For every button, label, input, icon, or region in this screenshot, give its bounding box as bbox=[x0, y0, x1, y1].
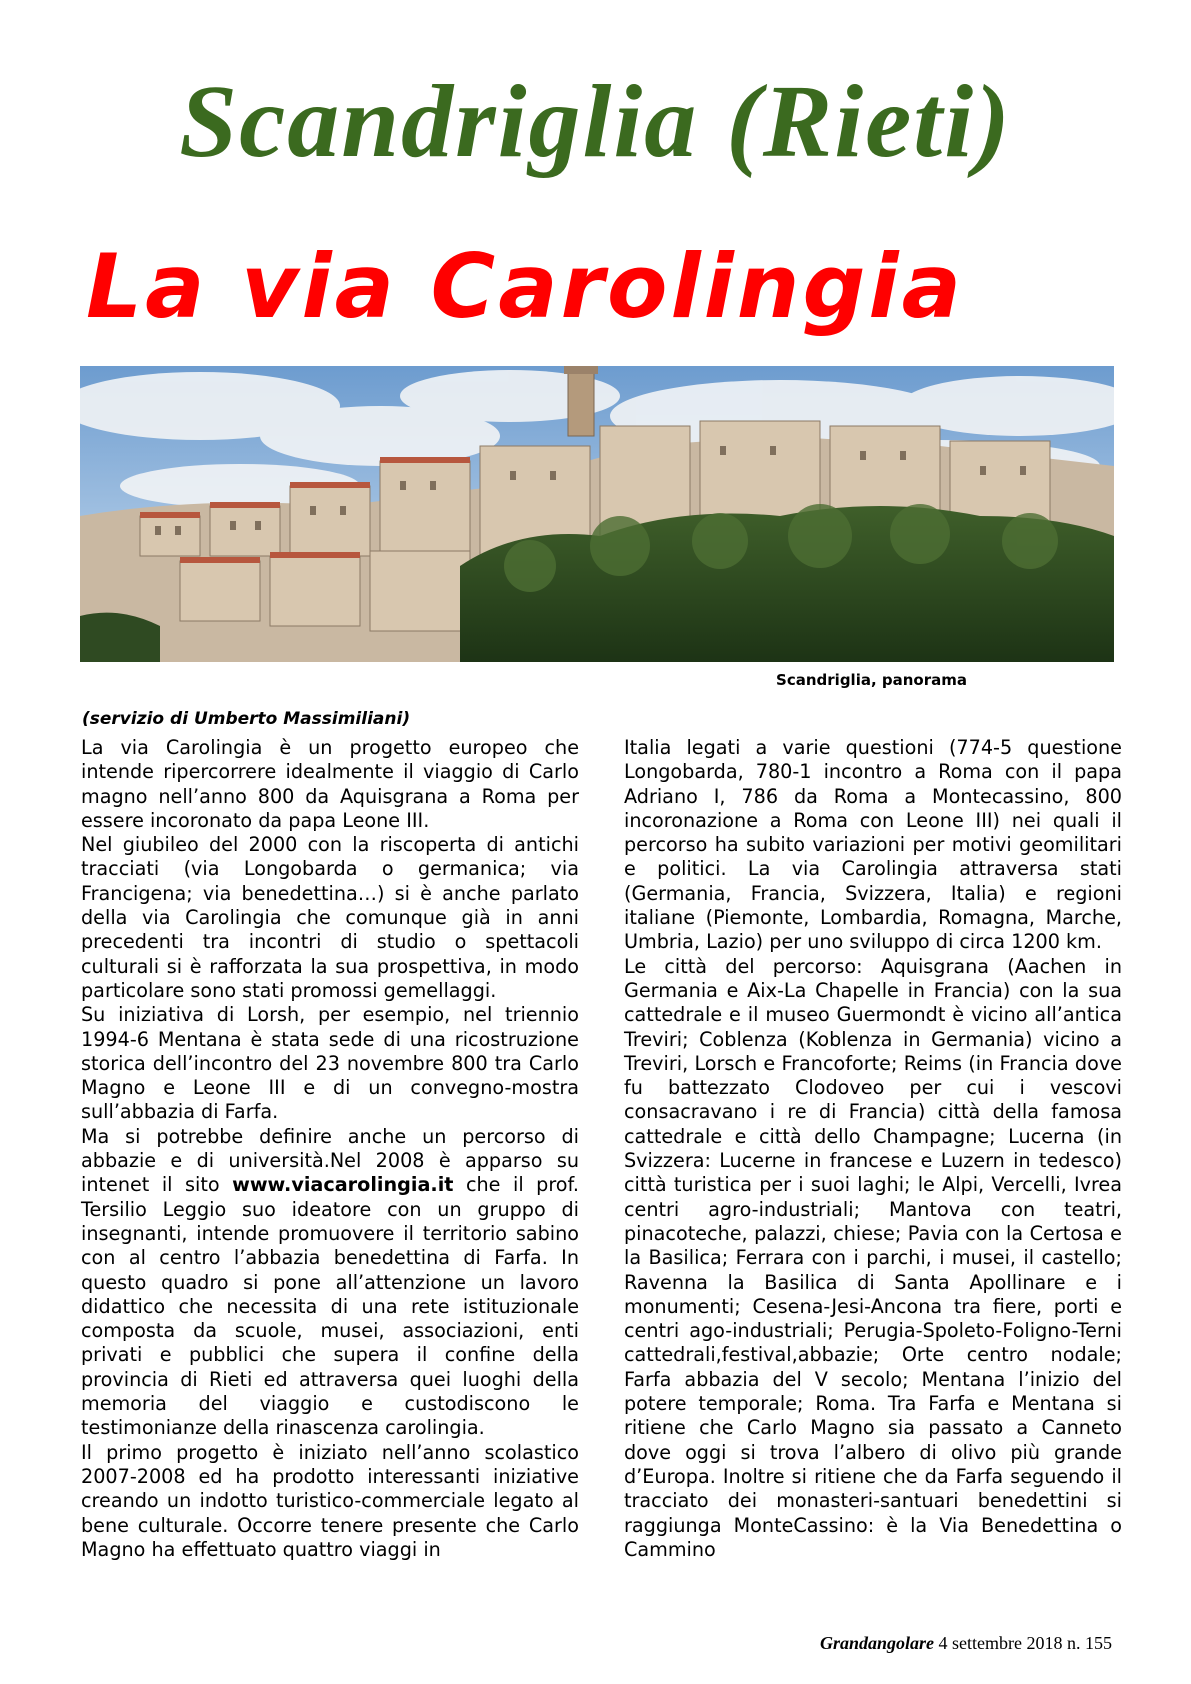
page-subtitle: La via Carolingia bbox=[86, 235, 964, 338]
website-link[interactable]: www.viacarolingia.it bbox=[232, 1173, 454, 1197]
paragraph bbox=[81, 1125, 579, 1441]
paragraph: Il primo progetto è iniziato nell’anno scolastico 2007-2008 ed ha prodotto interessanti iniziative creando un indotto turistico-commerciale legato al bene culturale. Occorre tenere presente che Carlo Magno ha effettuato quattro viaggi in bbox=[81, 1440, 579, 1561]
paragraph: Italia legati a varie questioni (774-5 questione Longobarda, 780-1 incontro a Roma con il papa Adriano I, 786 da Roma a Montecassino, 800 incoronazione a Roma con Leone III) nei quali il percorso ha subito variazioni per motivi geomilitari e politici. La via Carolingia attraversa stati (Germania, Francia, Svizzera, Italia) e regioni italiane (Piemonte, Lombardia, Romagna, Marche, Umbria, Lazio) per uno sviluppo di circa 1200 km. bbox=[624, 736, 1122, 954]
panorama-photo bbox=[80, 366, 1114, 662]
article-column-left bbox=[81, 736, 579, 1562]
paragraph-text: Ma si potrebbe definire anche un percorso di abbazie e di università.Nel 2008 è apparso su intenet il sito bbox=[81, 1124, 579, 1197]
issue-info: 4 settembre 2018 n. 155 bbox=[938, 1633, 1112, 1653]
byline: (servizio di Umberto Massimiliani) bbox=[82, 709, 411, 729]
photo-caption: Scandriglia, panorama bbox=[776, 671, 967, 689]
page-title: Scandriglia (Rieti) bbox=[179, 64, 1012, 179]
article-column-right bbox=[624, 736, 1122, 1562]
paragraph: Su iniziativa di Lorsh, per esempio, nel triennio 1994-6 Mentana è stata sede di una ricostruzione storica dell’incontro del 23 novembre 800 tra Carlo Magno e Leone III e di un convegno-mostra sull’abbazia di Farfa. bbox=[81, 1003, 579, 1124]
paragraph: Nel giubileo del 2000 con la riscoperta di antichi tracciati (via Longobarda o germanica; via Francigena; via benedettina…) si è anche parlato della via Carolingia che comunque già in anni precedenti tra incontri di studio o spettacoli culturali si è rafforzata la sua prospettiva, in modo particolare sono stati promossi gemellaggi. bbox=[81, 833, 579, 1002]
paragraph: Le città del percorso: Aquisgrana (Aachen in Germania e Aix-La Chapelle in Francia) con la sua cattedrale e il museo Guermondt è vicino all’antica Treviri; Coblenza (Koblenza in Germania) vicino a Treviri, Lorsch e Francoforte; Reims (in Francia dove fu battezzato Clodoveo per cui i vescovi consacravano i re di Francia) città della famosa cattedrale e città dello Champagne; Lucerna (in Svizzera: Lucerne in francese e Luzern in tedesco) città turistica per i suoi laghi; le Alpi, Vercelli, Ivrea centri agro-industriali; Mantova con teatri, pinacoteche, palazzi, chiese; Pavia con la Certosa e la Basilica; Ferrara con i parchi, i musei, il castello; Ravenna la Basilica di Santa Apollinare e i monumenti; Cesena-Jesi-Ancona tra fiere, porti e centri ago-industriali; Perugia-Spoleto-Foligno-Terni cattedrali,festival,abbazie; Orte centro nodale; Farfa abbazia del V secolo; Mentana l’inizio del potere temporale; Roma. Tra Farfa e Mentana si ritiene che Carlo Magno sia passato a Canneto dove oggi si trova l’albero di olivo più grande d’Europa. Inoltre si ritiene che da Farfa seguendo il tracciato dei monasteri-santuari benedettini si raggiunga MonteCassino: è la Via Benedettina o Cammino bbox=[624, 954, 1122, 1561]
paragraph: La via Carolingia è un progetto europeo che intende ripercorrere idealmente il viaggio di Carlo magno nell’anno 800 da Aquisgrana a Roma per essere incoronato da papa Leone III. bbox=[81, 736, 579, 832]
paragraph-text: che il prof. Tersilio Leggio suo ideatore con un gruppo di insegnanti, intende promuovere il territorio sabino con al centro l’abbazia benedettina di Farfa. In questo quadro si pone all’attenzione un lavoro didattico che necessita di una rete istituzionale composta da scuole, musei, associazioni, enti privati e pubblici che supera il confine della provincia di Rieti ed attraversa quei luoghi della memoria del viaggio e custodiscono le testimonianze della rinascenza carolingia. bbox=[81, 1173, 579, 1440]
page-footer bbox=[820, 1632, 1112, 1654]
magazine-name: Grandangolare bbox=[819, 1633, 935, 1653]
